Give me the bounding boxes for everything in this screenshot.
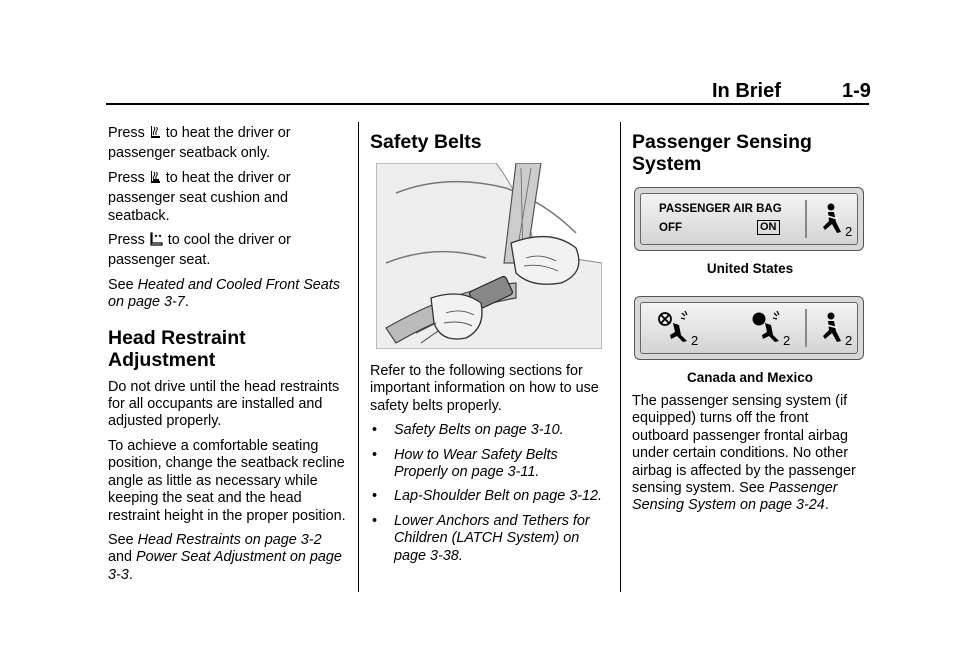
- list-item[interactable]: • Safety Belts on page 3-10.: [370, 422, 610, 439]
- column-3: [632, 125, 868, 522]
- seat-cool-icon: [150, 232, 163, 252]
- column-2: [370, 125, 610, 572]
- passenger-sensing-link[interactable]: Passenger Sensing System on page 3-24: [632, 480, 838, 514]
- list-item[interactable]: • How to Wear Safety Belts Properly on page 3-11.: [370, 447, 610, 482]
- header-rule: [106, 103, 869, 105]
- panel-label-off: OFF: [659, 222, 682, 234]
- column-divider-1: [358, 122, 359, 592]
- passenger-airbag-on-icon: [749, 309, 785, 345]
- power-seat-link[interactable]: Power Seat Adjustment on page 3-3: [108, 549, 342, 583]
- head-restraint-paragraph-1: Do not drive until the head restraints for all occupants are installed and adjusted properly.: [108, 378, 340, 430]
- safety-belts-heading: Safety Belts: [370, 131, 482, 153]
- safety-belt-reference-list: [370, 422, 610, 565]
- passenger-sensing-heading: Passenger Sensing System: [632, 131, 812, 175]
- seatback-heat-icon: [150, 125, 161, 145]
- heated-seats-reference: See Heated and Cooled Front Seats on page 3-7.: [108, 276, 341, 311]
- panel-label-on: ON: [757, 220, 780, 235]
- panel-divider: [805, 200, 807, 238]
- section-title: In Brief: [712, 80, 781, 102]
- seatback-heat-text: Press to heat the driver or passenger seatback only.: [108, 125, 291, 162]
- column-divider-2: [620, 122, 621, 592]
- page-number: 1-9: [842, 80, 871, 102]
- head-restraint-reference: See Head Restraints on page 3-2 and Power Seat Adjustment on page 3-3.: [108, 531, 342, 583]
- airbag-status-panel-canada-mexico: [634, 296, 864, 360]
- seatbelt-buckle-illustration: [376, 163, 602, 349]
- panel-divider: [805, 309, 807, 347]
- list-item[interactable]: • Lower Anchors and Tethers for Children (LATCH System) on page 3-38.: [370, 513, 610, 565]
- head-restraints-link[interactable]: Head Restraints on page 3-2: [137, 531, 322, 548]
- seat-heat-icon: [150, 170, 161, 190]
- panel-subscript-2: 2: [783, 333, 791, 348]
- seat-heat-text: Press to heat the driver or passenger seat cushion and seatback.: [108, 169, 291, 224]
- panel-subscript-3: 2: [845, 333, 853, 348]
- passenger-sensing-paragraph: The passenger sensing system (if equipped) turns off the front outboard passenger frontal airbag under certain conditions. No other airbag is affected by the passenger sensing system. See Passenger Sensing System on page 3-24.: [632, 393, 856, 514]
- column-1: [108, 125, 348, 591]
- panel-label-passenger-airbag: PASSENGER AIR BAG: [659, 203, 782, 215]
- panel-subscript-1: 2: [691, 333, 699, 348]
- airbag-status-panel-us: [634, 187, 864, 251]
- panel-subscript: 2: [845, 224, 853, 239]
- passenger-airbag-off-icon: [657, 309, 693, 345]
- head-restraint-heading: Head Restraint Adjustment: [108, 326, 246, 371]
- heated-seats-link[interactable]: Heated and Cooled Front Seats on page 3-7: [108, 276, 341, 311]
- seat-cool-text: Press to cool the driver or passenger seat.: [108, 232, 291, 269]
- caption-canada-mexico: Canada and Mexico: [686, 370, 814, 385]
- list-item[interactable]: • Lap-Shoulder Belt on page 3-12.: [370, 488, 610, 505]
- caption-united-states: United States: [706, 261, 794, 276]
- head-restraint-paragraph-2: To achieve a comfortable seating position, change the seatback recline angle as little as necessary while keeping the seat and the head restraint height in the proper position.: [108, 437, 346, 524]
- safety-belts-intro: Refer to the following sections for important information on how to use safety belts properly.: [370, 363, 599, 414]
